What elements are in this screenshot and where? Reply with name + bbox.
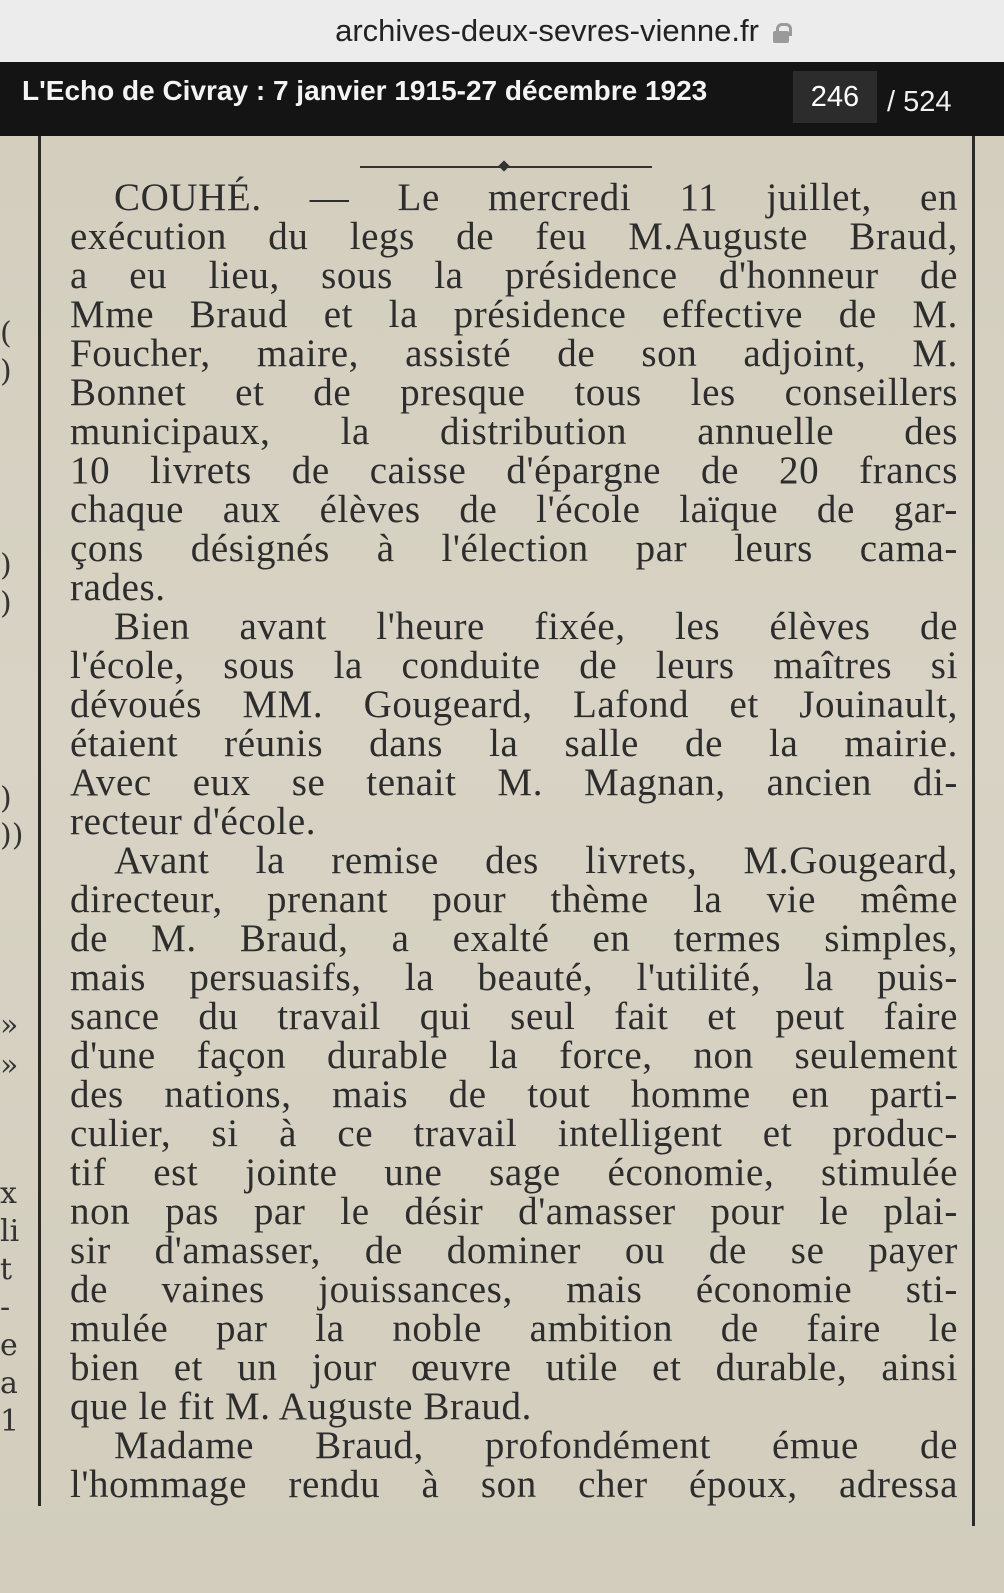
article-line: tif est jointe une sage économie, stimulée [70, 1151, 958, 1194]
margin-mark: ) [0, 548, 12, 583]
article-line: Bien avant l'heure fixée, les élèves de [114, 605, 958, 648]
article-line: exécution du legs de feu M.Auguste Braud, [70, 215, 958, 258]
article-line: dévoués MM. Gougeard, Lafond et Jouinault, [70, 683, 958, 726]
margin-mark: li [0, 1214, 20, 1249]
margin-mark: ) [0, 354, 12, 389]
margin-mark: x [0, 1176, 17, 1211]
document-title: L'Echo de Civray : 7 janvier 1915-27 décembre 1923 [22, 75, 708, 106]
article-line: mulée par la noble ambition de faire le [70, 1307, 958, 1350]
article-line: sance du travail qui seul fait et peut faire [70, 995, 958, 1038]
viewer-header [0, 62, 1004, 136]
margin-mark: 1 [0, 1404, 20, 1439]
article-line: d'une façon durable la force, non seulement [70, 1034, 958, 1077]
article-line: Avec eux se tenait M. Magnan, ancien di- [70, 761, 958, 804]
margin-mark: - [0, 1290, 11, 1325]
article-line: recteur d'école. [70, 800, 317, 843]
article-line: a eu lieu, sous la présidence d'honneur de [70, 254, 958, 297]
margin-mark: ) [0, 586, 12, 621]
article-line: çons désignés à l'élection par leurs cama- [70, 527, 958, 570]
article-text [70, 178, 958, 1504]
article-line: Foucher, maire, assisté de son adjoint, M. [70, 332, 958, 375]
article-line: de vaines jouissances, mais économie sti- [70, 1268, 958, 1311]
article-line: chaque aux élèves de l'école laïque de gar- [70, 488, 958, 531]
article-line: 10 livrets de caisse d'épargne de 20 francs [70, 449, 958, 492]
browser-url-bar[interactable] [0, 0, 1004, 62]
section-divider [360, 166, 652, 168]
article-line: culier, si à ce travail intelligent et produc- [70, 1112, 958, 1155]
article-line: que le fit M. Auguste Braud. [70, 1385, 532, 1428]
margin-mark: a [0, 1366, 18, 1401]
article-line: municipaux, la distribution annuelle des [70, 410, 958, 453]
article-line: étaient réunis dans la salle de la mairie. [70, 722, 958, 765]
article-line: l'hommage rendu à son cher époux, adressa [70, 1463, 958, 1506]
margin-mark: t [0, 1252, 13, 1287]
article-line: Madame Braud, profondément émue de [114, 1424, 958, 1467]
margin-mark: ( [0, 316, 12, 351]
article-line: COUHÉ. — Le mercredi 11 juillet, en [114, 176, 958, 219]
page-number-input[interactable] [793, 71, 877, 123]
article-line: sir d'amasser, de dominer ou de se payer [70, 1229, 958, 1272]
column-rule-right [972, 136, 975, 1526]
lock-icon [773, 23, 789, 43]
article-line: Bonnet et de presque tous les conseillers [70, 371, 958, 414]
article-line: des nations, mais de tout homme en parti- [70, 1073, 958, 1116]
page-total: / 524 [887, 86, 952, 118]
margin-mark: » [0, 1008, 19, 1043]
article-line: mais persuasifs, la beauté, l'utilité, la puis- [70, 956, 958, 999]
article-line: l'école, sous la conduite de leurs maîtres si [70, 644, 958, 687]
article-line: Mme Braud et la présidence effective de M. [70, 293, 958, 336]
article-line: non pas par le désir d'amasser pour le plai- [70, 1190, 958, 1233]
article-line: bien et un jour œuvre utile et durable, ainsi [70, 1346, 958, 1389]
newspaper-scan[interactable] [0, 136, 1004, 1593]
url-text[interactable]: archives-deux-sevres-vienne.fr [335, 13, 759, 48]
article-line: directeur, prenant pour thème la vie même [70, 878, 958, 921]
margin-mark: ) [0, 781, 12, 816]
article-line: Avant la remise des livrets, M.Gougeard, [114, 839, 958, 882]
margin-mark: e [0, 1328, 18, 1363]
margin-mark: » [0, 1048, 19, 1083]
margin-mark: )) [0, 818, 24, 853]
column-rule-left [38, 136, 41, 1506]
article-line: rades. [70, 566, 166, 609]
article-line: de M. Braud, a exalté en termes simples, [70, 917, 958, 960]
